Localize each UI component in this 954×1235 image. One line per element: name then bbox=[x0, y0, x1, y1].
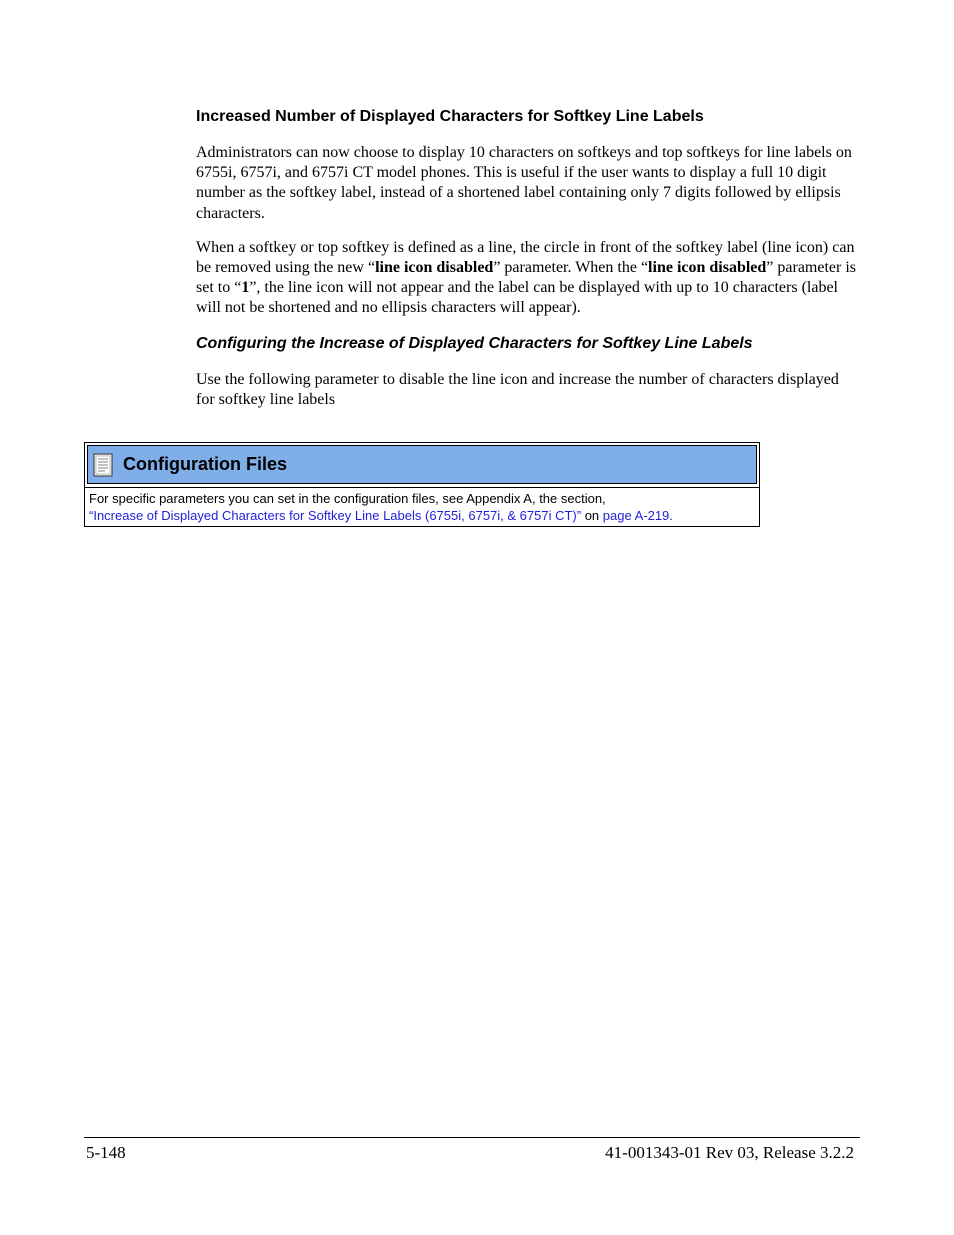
para2-text-2: ” parameter. When the “ bbox=[493, 259, 649, 277]
subsection-heading: Configuring the Increase of Displayed Characters for Softkey Line Labels bbox=[196, 334, 753, 352]
section-heading: Increased Number of Displayed Characters for Softkey Line Labels bbox=[196, 108, 704, 125]
configuration-box-divider bbox=[85, 487, 759, 488]
page-number: 5-148 bbox=[86, 1143, 126, 1162]
footer-divider bbox=[84, 1137, 860, 1138]
para2-text-3: ” parameter is set to “ bbox=[196, 259, 857, 297]
param-name-bold-1: line icon disabled bbox=[375, 259, 494, 277]
configuration-files-header bbox=[87, 445, 757, 484]
on-text: on bbox=[581, 508, 603, 523]
configuration-files-title: Configuration Files bbox=[123, 454, 287, 474]
line-icon-paragraph bbox=[196, 238, 858, 319]
configuration-files-box bbox=[84, 442, 760, 527]
main-content bbox=[196, 106, 858, 424]
intro-paragraph: Administrators can now choose to display 10 characters on softkeys and top softkeys for line labels on 6755i, 6757i, and 6757i CT model phones. This is useful if the user wants to display a full 10 digit number as the softkey label, instead of a shortened label containing only 7 digits followed by ellipsis characters. bbox=[196, 144, 852, 222]
param-value-bold: 1 bbox=[241, 279, 250, 297]
param-name-bold-2: line icon disabled bbox=[648, 259, 767, 277]
period: . bbox=[669, 508, 673, 523]
para2-text-1: When a softkey or top softkey is defined as a line, the circle in front of the softkey label (line icon) can be removed using the new “ bbox=[196, 238, 855, 277]
document-info: 41-001343-01 Rev 03, Release 3.2.2 bbox=[605, 1143, 854, 1162]
para2-text-4: ”, the line icon will not appear and the label can be displayed with up to 10 characters (label will not be shortened and no ellipsis characters will appear). bbox=[196, 279, 838, 317]
config-reference-text: For specific parameters you can set in the configuration files, see Appendix A, the section, bbox=[89, 491, 606, 506]
document-icon bbox=[93, 453, 113, 477]
parameter-intro-paragraph: Use the following parameter to disable the line icon and increase the number of characters displayed for softkey line labels bbox=[196, 370, 839, 408]
appendix-section-link[interactable]: “Increase of Displayed Characters for Softkey Line Labels (6755i, 6757i, & 6757i CT)” bbox=[89, 508, 582, 523]
config-reference-line bbox=[89, 507, 755, 524]
page-reference-link[interactable]: page A-219 bbox=[602, 508, 670, 523]
configuration-files-body bbox=[89, 490, 755, 524]
